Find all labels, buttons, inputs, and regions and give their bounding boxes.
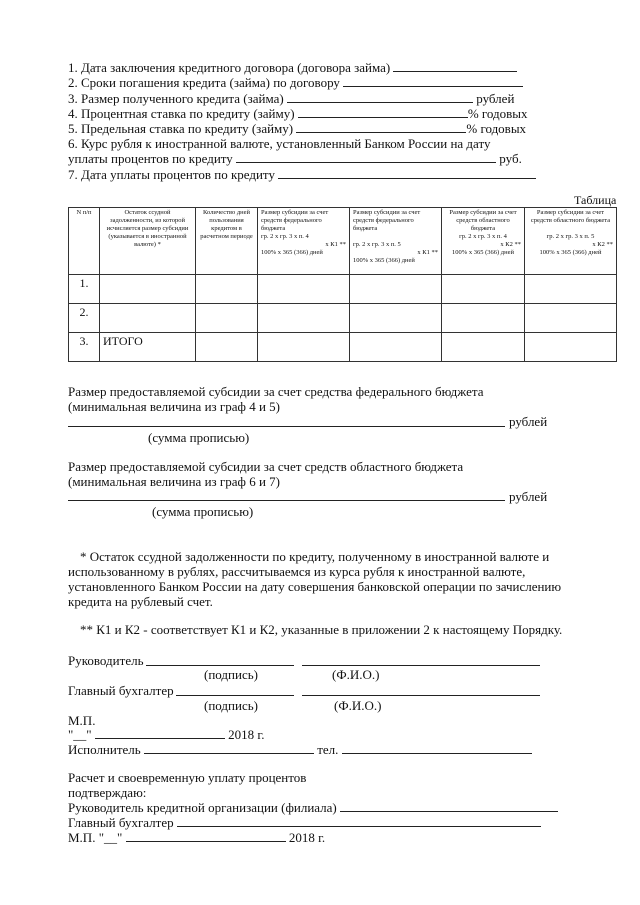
item-1: 1. Дата заключения кредитного договора (договора займа) (68, 60, 517, 76)
regional-words: (сумма прописью) (152, 504, 254, 519)
federal-line1: Размер предоставляемой субсидии за счет средства федерального бюджета (68, 384, 484, 399)
note-2: ** К1 и К2 - соответствует К1 и К2, указанные в приложении 2 к настоящему Порядку. (80, 622, 563, 637)
accountant-fio-caption: (Ф.И.О.) (334, 698, 382, 713)
head-label: Руководитель (68, 653, 144, 668)
confirm-stamp-line: М.П. "__" 2018 г. (68, 830, 326, 845)
confirm-line1: Расчет и своевременную уплату процентов (68, 770, 307, 785)
date-line: "__" 2018 г. (68, 727, 265, 742)
header-reg-1: Размер субсидии за счет средств областного бюджета гр. 2 х гр. 3 х п. 4 х К2 ** 100% х 365 (366) дней (442, 208, 525, 275)
note-1-line3: установленного Банком России на дату совершения банковской операции по зачислению (68, 579, 562, 594)
confirm-line2: подтверждаю: (68, 785, 147, 800)
note-1-line2: использованному в рублях, рассчитываемся из курса рубля к иностранной валюте, (68, 564, 526, 579)
head-sign-caption: (подпись) (204, 667, 258, 682)
tel-field[interactable] (342, 742, 532, 754)
item-6-cont: уплаты процентов по кредиту руб. (68, 151, 522, 166)
regional-line2: (минимальная величина из граф 6 и 7) (68, 474, 280, 489)
header-reg-2: Размер субсидии за счет средств областного бюджета гр. 2 х гр. 3 х п. 5 х К2 ** 100% х 365 (366) дней (525, 208, 617, 275)
head-sign-field[interactable] (146, 665, 294, 666)
item-4: 4. Процентная ставка по кредиту (займу) % годовых (68, 106, 528, 121)
regional-amount-field[interactable] (68, 500, 505, 501)
federal-line2: (минимальная величина из граф 4 и 5) (68, 399, 280, 414)
item-6: 6. Курс рубля к иностранной валюте, установленный Банком России на дату (68, 136, 491, 151)
federal-amount-field[interactable] (68, 426, 505, 427)
date-field[interactable] (95, 727, 225, 739)
table-row: 2. (69, 304, 617, 333)
accountant-sign-caption: (подпись) (204, 698, 258, 713)
item-5-field[interactable] (296, 121, 466, 133)
item-6-field[interactable] (236, 151, 496, 163)
item-5: 5. Предельная ставка по кредиту (займу) % годовых (68, 121, 527, 136)
item-1-field[interactable] (393, 60, 517, 72)
confirm-date-field[interactable] (126, 830, 286, 842)
head-fio-field[interactable] (302, 665, 540, 666)
executor-line: Исполнитель тел. (68, 742, 532, 758)
header-days: Количество дней пользования кредитом в расчетном периоде (196, 208, 258, 275)
table-header-row (69, 208, 617, 275)
confirm-head-field[interactable] (340, 800, 558, 812)
header-balance: Остаток ссудной задолженности, из которой исчисляется размер субсидии (указывается в иностранной валюте) * (100, 208, 196, 275)
confirm-accountant-field[interactable] (177, 815, 541, 827)
regional-unit: рублей (509, 489, 548, 504)
item-3: 3. Размер полученного кредита (займа) рублей (68, 91, 515, 106)
item-7-field[interactable] (278, 167, 536, 179)
item-3-field[interactable] (287, 91, 473, 103)
confirm-head-line: Руководитель кредитной организации (филиала) (68, 800, 558, 816)
item-4-field[interactable] (298, 106, 468, 118)
head-fio-caption: (Ф.И.О.) (332, 667, 380, 682)
stamp-label: М.П. (68, 713, 96, 728)
accountant-label: Главный бухгалтер (68, 683, 174, 698)
accountant-fio-field[interactable] (302, 695, 540, 696)
regional-line1: Размер предоставляемой субсидии за счет средств областного бюджета (68, 459, 464, 474)
executor-field[interactable] (144, 742, 314, 754)
note-1-line4: кредита на рублевый счет. (68, 594, 213, 609)
subsidy-table (68, 207, 617, 362)
accountant-sign-field[interactable] (176, 695, 294, 696)
item-2-field[interactable] (343, 75, 523, 87)
table-caption: Таблица (574, 193, 617, 207)
item-7: 7. Дата уплаты процентов по кредиту (68, 167, 536, 183)
item-2: 2. Сроки погашения кредита (займа) по договору (68, 75, 523, 91)
header-fed-2: Размер субсидии за счет средств федерального бюджета гр. 2 х гр. 3 х п. 5 х К1 ** 100% х 365 (366) дней (350, 208, 442, 275)
federal-words: (сумма прописью) (148, 430, 250, 445)
confirm-accountant-line: Главный бухгалтер (68, 815, 541, 831)
table-row: 1. (69, 275, 617, 304)
header-fed-1: Размер субсидии за счет средств федерального бюджета гр. 2 х гр. 3 х п. 4 х К1 ** 100% х 365 (366) дней (258, 208, 350, 275)
federal-unit: рублей (509, 414, 548, 429)
table-row-total: 3. ИТОГО (69, 333, 617, 362)
note-1-line1: * Остаток ссудной задолженности по кредиту, полученному в иностранной валюте и (80, 549, 550, 564)
header-num: N п/п (69, 208, 100, 275)
